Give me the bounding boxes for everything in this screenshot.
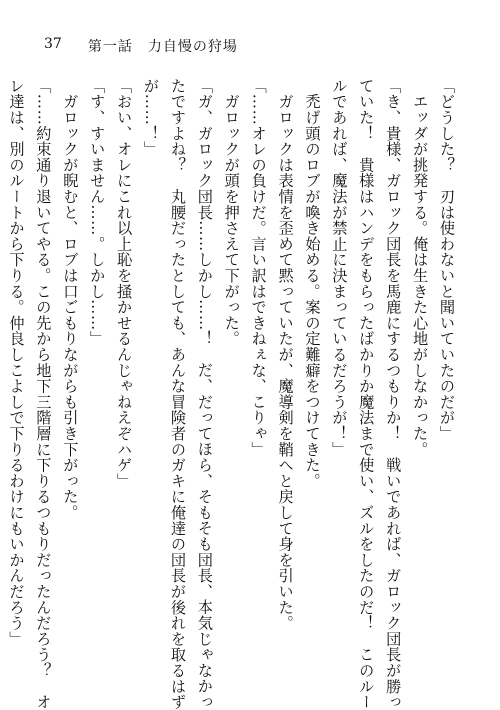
text-line-15: ガロックが睨むと、ロブは口ごもりながらも引き下がった。 (61, 78, 80, 521)
text-line-10: 「ガ、ガロック団長……しかし……！ だ、だってほら、そもそも団長、本気じゃなかっ (195, 78, 214, 710)
text-line-4: ていた！ 貴様はハンデをもらったばかりか魔法まで使い、ズルをしたのだ！ このルー (357, 78, 376, 710)
text-line-11: たですよね？ 丸腰だったとしても、あんな冒険者のガキに俺達の団長が後れを取るはず (168, 78, 187, 710)
page-number: 37 (44, 36, 62, 52)
text-line-7: ガロックは表情を歪めて黙っていたが、魔導剣を鞘へと戻して身を引いた。 (276, 78, 295, 631)
text-line-9: ガロックが頭を押さえて下がった。 (222, 78, 241, 347)
text-line-12: が……！」 (142, 78, 161, 157)
text-line-6: 禿げ頭のロブが喚き始める。案の定難癖をつけてきた。 (303, 78, 322, 489)
text-line-1: 「どうした？ 刃は使わないと聞いていたのだが」 (438, 78, 456, 442)
text-line-3: 「き、貴様、ガロック団長を馬鹿にするつもりか！ 戦いであれば、ガロック団長が勝っ (384, 78, 403, 710)
text-line-13: 「おい、オレにこれ以上恥を掻かせるんじゃねえぞハゲ」 (115, 78, 134, 489)
vertical-text-body (7, 78, 460, 710)
text-line-8: 「……オレの負けだ。言い訳はできねぇな、こりゃ」 (249, 78, 268, 458)
text-line-2: エッダが挑発する。俺は生きた心地がしなかった。 (411, 78, 430, 458)
page-header (44, 36, 238, 56)
text-line-14: 「す、すいません……。しかし……」 (88, 78, 107, 347)
chapter-title: 第一話 力自慢の狩場 (87, 39, 238, 55)
text-line-16: 「……約束通り退いてやる。この先から地下三階層に下りるつもりだったんだろう？ オ (34, 78, 53, 710)
text-line-5: ルであれば、魔法が禁止に決まっているだろうが！」 (330, 78, 349, 458)
text-line-17: レ達は、別のルートから下りる。仲良しこよしで下りるわけにもいかんだろう」 (7, 78, 26, 647)
